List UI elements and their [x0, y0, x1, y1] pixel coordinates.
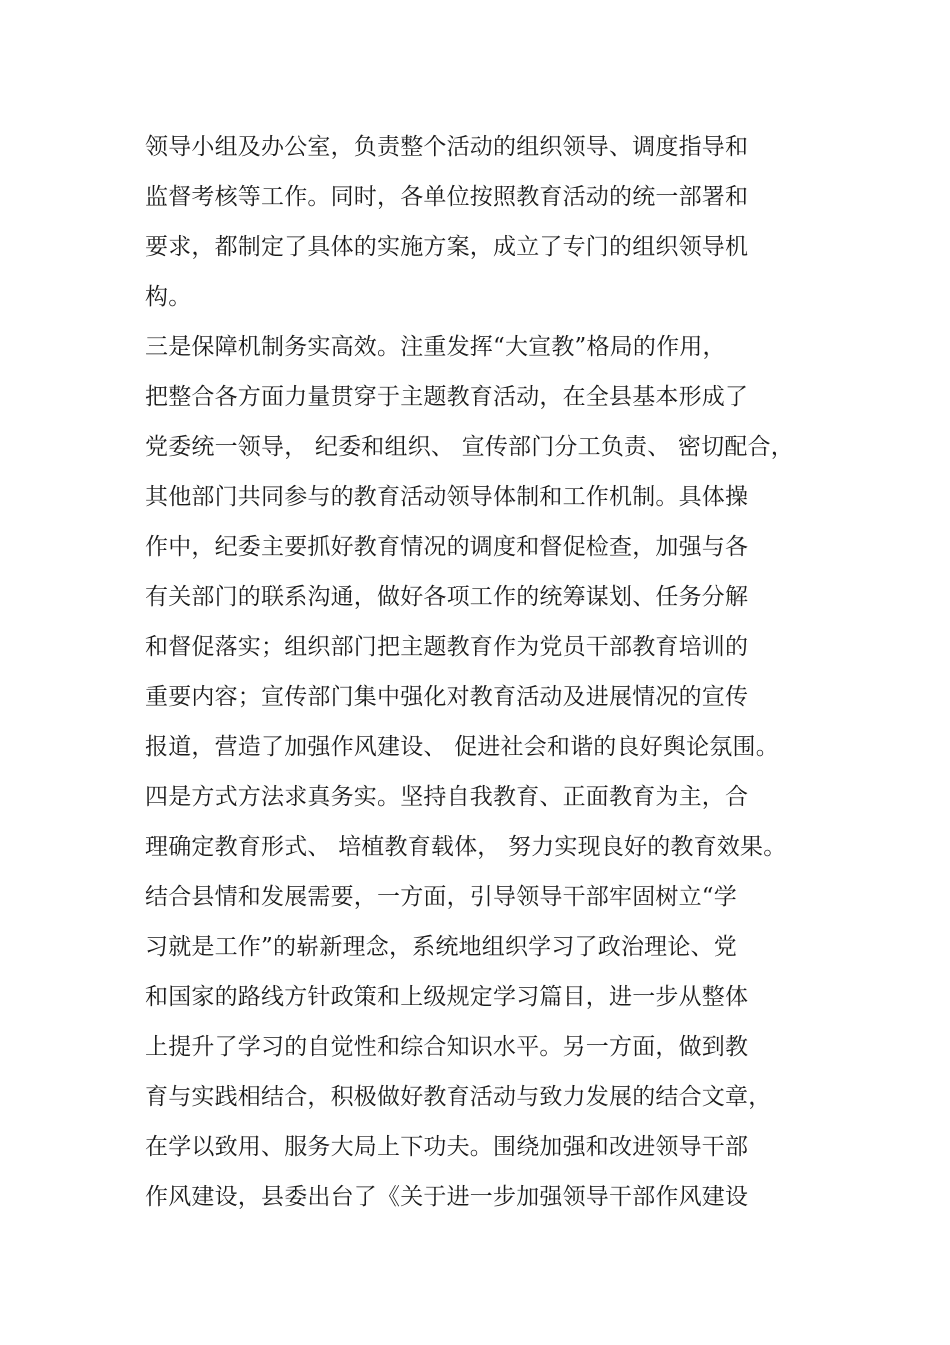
text-line: 报道，营造了加强作风建设、 促进社会和谐的良好舆论氛围。 — [145, 734, 779, 760]
text-line: 有关部门的联系沟通，做好各项工作的统筹谋划、任务分解 — [145, 584, 749, 610]
text-line: 和督促落实；组织部门把主题教育作为党员干部教育培训的 — [145, 634, 749, 660]
text-line: 习就是工作”的崭新理念，系统地组织学习了政治理论、党 — [145, 934, 737, 960]
text-line: 在学以致用、服务大局上下功夫。围绕加强和改进领导干部 — [145, 1134, 749, 1160]
body-text — [145, 122, 805, 1222]
text-line: 党委统一领导， 纪委和组织、 宣传部门分工负责、 密切配合， — [145, 434, 794, 460]
text-line: 三是保障机制务实高效。注重发挥“大宣教”格局的作用， — [145, 334, 726, 360]
text-line: 作中，纪委主要抓好教育情况的调度和督促检查，加强与各 — [145, 534, 749, 560]
text-line: 理确定教育形式、 培植教育载体， 努力实现良好的教育效果。 — [145, 834, 787, 860]
text-line: 和国家的路线方针政策和上级规定学习篇目，进一步从整体 — [145, 984, 749, 1010]
text-line: 领导小组及办公室，负责整个活动的组织领导、调度指导和 — [145, 134, 749, 160]
text-line: 结合县情和发展需要，一方面，引导领导干部牢固树立“学 — [145, 884, 737, 910]
text-line: 重要内容；宣传部门集中强化对教育活动及进展情况的宣传 — [145, 684, 749, 710]
text-line: 育与实践相结合，积极做好教育活动与致力发展的结合文章， — [145, 1084, 772, 1110]
text-line: 其他部门共同参与的教育活动领导体制和工作机制。具体操 — [145, 484, 749, 510]
text-line: 构。 — [145, 284, 192, 310]
text-line: 要求，都制定了具体的实施方案，成立了专门的组织领导机 — [145, 234, 749, 260]
text-line: 作风建设，县委出台了《关于进一步加强领导干部作风建设 — [145, 1184, 749, 1210]
text-line: 监督考核等工作。同时，各单位按照教育活动的统一部署和 — [145, 184, 749, 210]
text-line: 四是方式方法求真务实。坚持自我教育、正面教育为主，合 — [145, 784, 749, 810]
text-line: 把整合各方面力量贯穿于主题教育活动，在全县基本形成了 — [145, 384, 749, 410]
text-line: 上提升了学习的自觉性和综合知识水平。另一方面，做到教 — [145, 1034, 749, 1060]
